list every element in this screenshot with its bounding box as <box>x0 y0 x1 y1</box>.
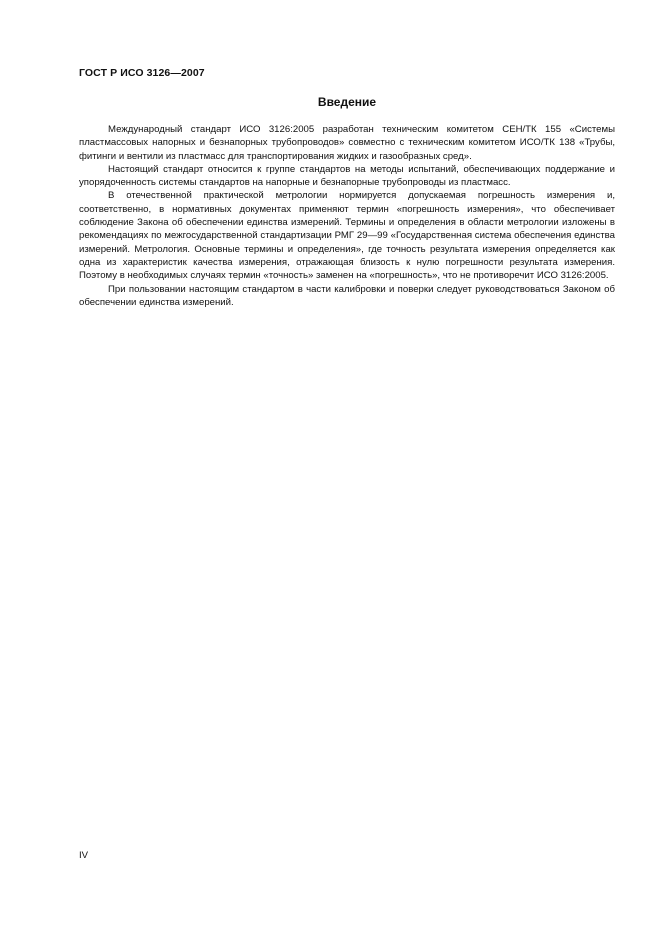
paragraph: Международный стандарт ИСО 3126:2005 разработан техническим комитетом СЕН/ТК 155 «Системы пластмассовых напорных и безнапорных трубопроводов» совместно с техническим комитетом ИСО/ТК 138 «Трубы, фитинги и вентили из пластмасс для транспортирования жидких и газообразных сред». <box>79 124 615 162</box>
paragraph: При пользовании настоящим стандартом в части калибровки и поверки следует руководствоваться Законом об обеспечении единства измерений. <box>79 283 615 308</box>
document-code-header: ГОСТ Р ИСО 3126—2007 <box>79 67 205 79</box>
paragraph: В отечественной практической метрологии нормируется допускаемая погрешность измерения и, соответственно, в нормативных документах применяют термин «погрешность измерения», что обеспечивает соблюдение Закона об обеспечении единства измерений. Термины и определения в области метрологии изложены в рекомендациях по межгосударственной стандартизации РМГ 29—99 «Государственная система обеспечения единства измерений. Метрология. Основные термины и определения», где точность результата измерения определяется как одна из характеристик качества измерения, отражающая близость к нулю погрешности результата измерения. Поэтому в необходимых случаях термин «точность» заменен на «погрешность», что не противоречит ИСО 3126:2005. <box>79 190 615 282</box>
paragraph: Настоящий стандарт относится к группе стандартов на методы испытаний, обеспечивающих поддержание и упорядоченность системы стандартов на напорные и безнапорные трубопроводы из пластмасс. <box>79 163 615 189</box>
section-title: Введение <box>317 95 377 109</box>
page-number: IV <box>79 850 89 861</box>
introduction-body <box>79 123 615 309</box>
